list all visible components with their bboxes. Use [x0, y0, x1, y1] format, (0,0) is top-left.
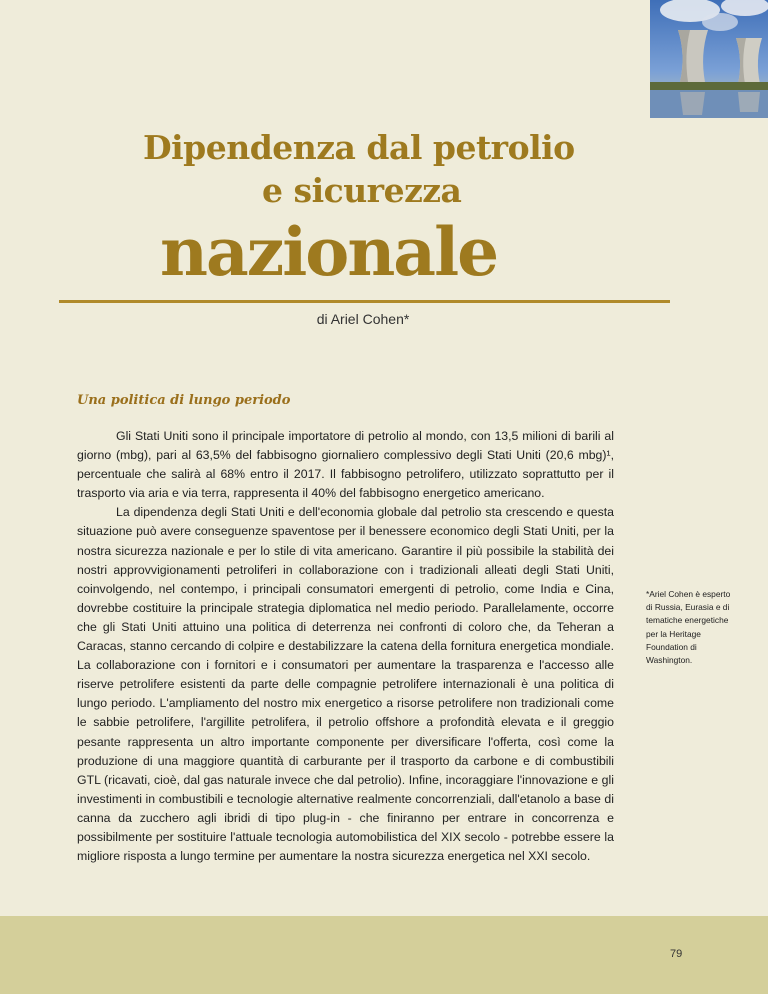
title-line-1: Dipendenza dal petrolio — [143, 128, 575, 167]
title-divider — [59, 300, 670, 303]
paragraph-2: La dipendenza degli Stati Uniti e dell'economia globale dal petrolio sta crescendo e questa situazione può avere conseguenze spaventose per il benessere economico degli Stati Uniti, per la nostra sicurezza nazionale e per lo stile di vita americano. Garantire il più possibile la stabilità dei nostri approvvigionamenti petroliferi in collaborazione con i tradizionali alleati degli Stati Uniti, coinvolgendo, nel contempo, i principali consumatori emergenti di petrolio, come India e Cina, dovrebbe costituire la principale strategia diplomatica nel medio periodo. Parallelamente, occorre che gli Stati Uniti attuino una politica di deterrenza nei confronti di coloro che, da Teheran a Caracas, stanno cercando di colpire e destabilizzare la catena della fornitura energetica mondiale. La collaborazione con i fornitori e i consumatori per aumentare la trasparenza e l'accesso alle riserve petrolifere esistenti da parte delle compagnie petrolifere internazionali è una politica di lungo periodo. L'ampliamento del nostro mix energetico a risorse petrolifere non tradizionali come le sabbie petrolifere, l'argillite petrolifera, il petrolio offshore a profondità elevata e il greggio pesante rappresenta un altro importante componente per diversificare l'offerta, così come la produzione di una maggiore quantità di carburante per il trasporto da carbone e di combustibili GTL (ricavati, cioè, dal gas naturale invece che dal petrolio). Infine, incoraggiare l'innovazione e gli investimenti in combustibili e tecnologie alternative realmente concorrenziali, dall'etanolo a base di canna da zucchero agli ibridi di tipo plug-in - che finiranno per entrare in concorrenza e possibilmente per sostituire l'attuale tecnologia automobilistica del XIX secolo - potrebbe essere la migliore risposta a lungo termine per aumentare la nostra sicurezza energetica nel XXI secolo. — [77, 505, 614, 864]
byline: di Ariel Cohen* — [316, 311, 410, 327]
section-heading: Una politica di lungo periodo — [77, 393, 291, 408]
paragraph-1: Gli Stati Uniti sono il principale importatore di petrolio al mondo, con 13,5 milioni di barili al giorno (mbg), pari al 63,5% del fabbisogno giornaliero complessivo degli Stati Uniti (20,6 mbg)¹, percentuale che salirà al 68% entro il 2017. Il fabbisogno petrolifero, utilizzato soprattutto per il trasporto via aria e via terra, rappresenta il 40% del fabbisogno energetico americano. — [77, 429, 614, 501]
article-body — [77, 427, 614, 866]
footer-band — [0, 916, 768, 994]
cooling-towers-photo — [650, 0, 768, 118]
author-side-note: *Ariel Cohen è esperto di Russia, Eurasia e di tematiche energetiche per la Heritage Foundation di Washington. — [646, 589, 731, 666]
title-line-3: nazionale — [160, 213, 498, 291]
page-number: 79 — [670, 948, 683, 960]
title-line-2: e sicurezza — [262, 171, 462, 210]
